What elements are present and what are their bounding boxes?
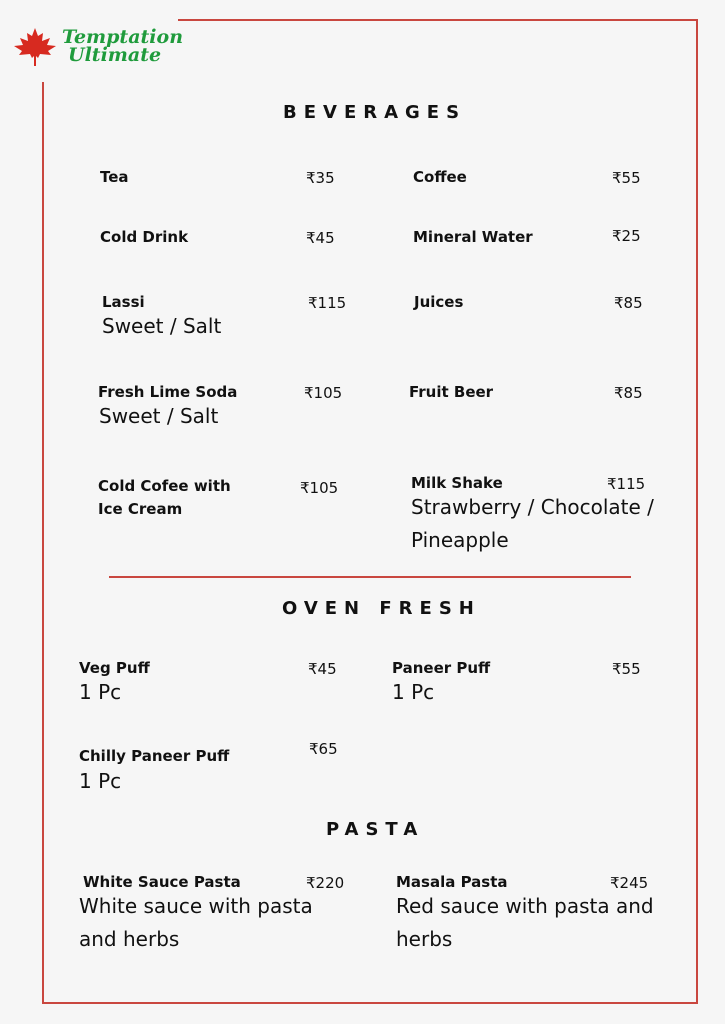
item-price-fruit-beer: ₹85 xyxy=(614,384,643,402)
brand-name-line1: Temptation xyxy=(62,26,184,48)
item-name-veg-puff: Veg Puff xyxy=(79,659,150,677)
item-price-chilly-paneer-puff: ₹65 xyxy=(309,740,338,758)
item-price-veg-puff: ₹45 xyxy=(308,660,337,678)
item-price-white-sauce-pasta: ₹220 xyxy=(306,874,345,892)
item-name-tea: Tea xyxy=(100,168,129,186)
frame-border-top xyxy=(178,19,698,21)
item-name-lassi: Lassi xyxy=(102,293,145,311)
brand-name-line2: Ultimate xyxy=(68,44,162,66)
item-name-masala-pasta: Masala Pasta xyxy=(396,873,508,891)
item-price-cold-drink: ₹45 xyxy=(306,229,335,247)
item-desc-fresh-lime-soda: Sweet / Salt xyxy=(99,404,219,428)
item-name-cold-coffee: Cold Cofee with Ice Cream xyxy=(98,477,231,518)
item-desc-masala-pasta: Red sauce with pasta and herbs xyxy=(396,894,654,951)
item-price-paneer-puff: ₹55 xyxy=(612,660,641,678)
item-desc-white-sauce-pasta: White sauce with pasta and herbs xyxy=(79,894,313,951)
item-name-paneer-puff: Paneer Puff xyxy=(392,659,491,677)
item-name-fresh-lime-soda: Fresh Lime Soda xyxy=(98,383,238,401)
item-desc-lassi: Sweet / Salt xyxy=(102,314,222,338)
item-desc-milk-shake: Strawberry / Chocolate / Pineapple xyxy=(411,495,654,552)
brand-logo xyxy=(12,24,192,70)
item-name-fruit-beer: Fruit Beer xyxy=(409,383,494,401)
section-divider xyxy=(109,576,631,578)
item-price-mineral-water: ₹25 xyxy=(612,227,641,245)
item-price-milk-shake: ₹115 xyxy=(607,475,646,493)
item-name-mineral-water: Mineral Water xyxy=(413,228,533,246)
item-name-white-sauce-pasta: White Sauce Pasta xyxy=(83,873,241,891)
item-price-coffee: ₹55 xyxy=(612,169,641,187)
item-name-milk-shake: Milk Shake xyxy=(411,474,503,492)
item-name-chilly-paneer-puff: Chilly Paneer Puff xyxy=(79,747,230,765)
maple-leaf-icon xyxy=(12,26,58,66)
item-price-tea: ₹35 xyxy=(306,169,335,187)
item-price-cold-coffee: ₹105 xyxy=(300,479,339,497)
frame-border-left xyxy=(42,82,44,1004)
section-title-oven-fresh: OVEN FRESH xyxy=(282,598,481,619)
item-desc-paneer-puff: 1 Pc xyxy=(392,680,435,704)
item-price-juices: ₹85 xyxy=(614,294,643,312)
section-title-pasta: PASTA xyxy=(326,819,425,840)
item-name-juices: Juices xyxy=(414,293,464,311)
frame-border-bottom xyxy=(42,1002,698,1004)
item-price-lassi: ₹115 xyxy=(308,294,347,312)
item-price-fresh-lime-soda: ₹105 xyxy=(304,384,343,402)
item-price-masala-pasta: ₹245 xyxy=(610,874,649,892)
item-name-coffee: Coffee xyxy=(413,168,467,186)
section-title-beverages: BEVERAGES xyxy=(283,102,467,123)
frame-border-right xyxy=(696,19,698,1004)
item-desc-veg-puff: 1 Pc xyxy=(79,680,122,704)
item-name-cold-drink: Cold Drink xyxy=(100,228,189,246)
item-desc-chilly-paneer-puff: 1 Pc xyxy=(79,769,122,793)
